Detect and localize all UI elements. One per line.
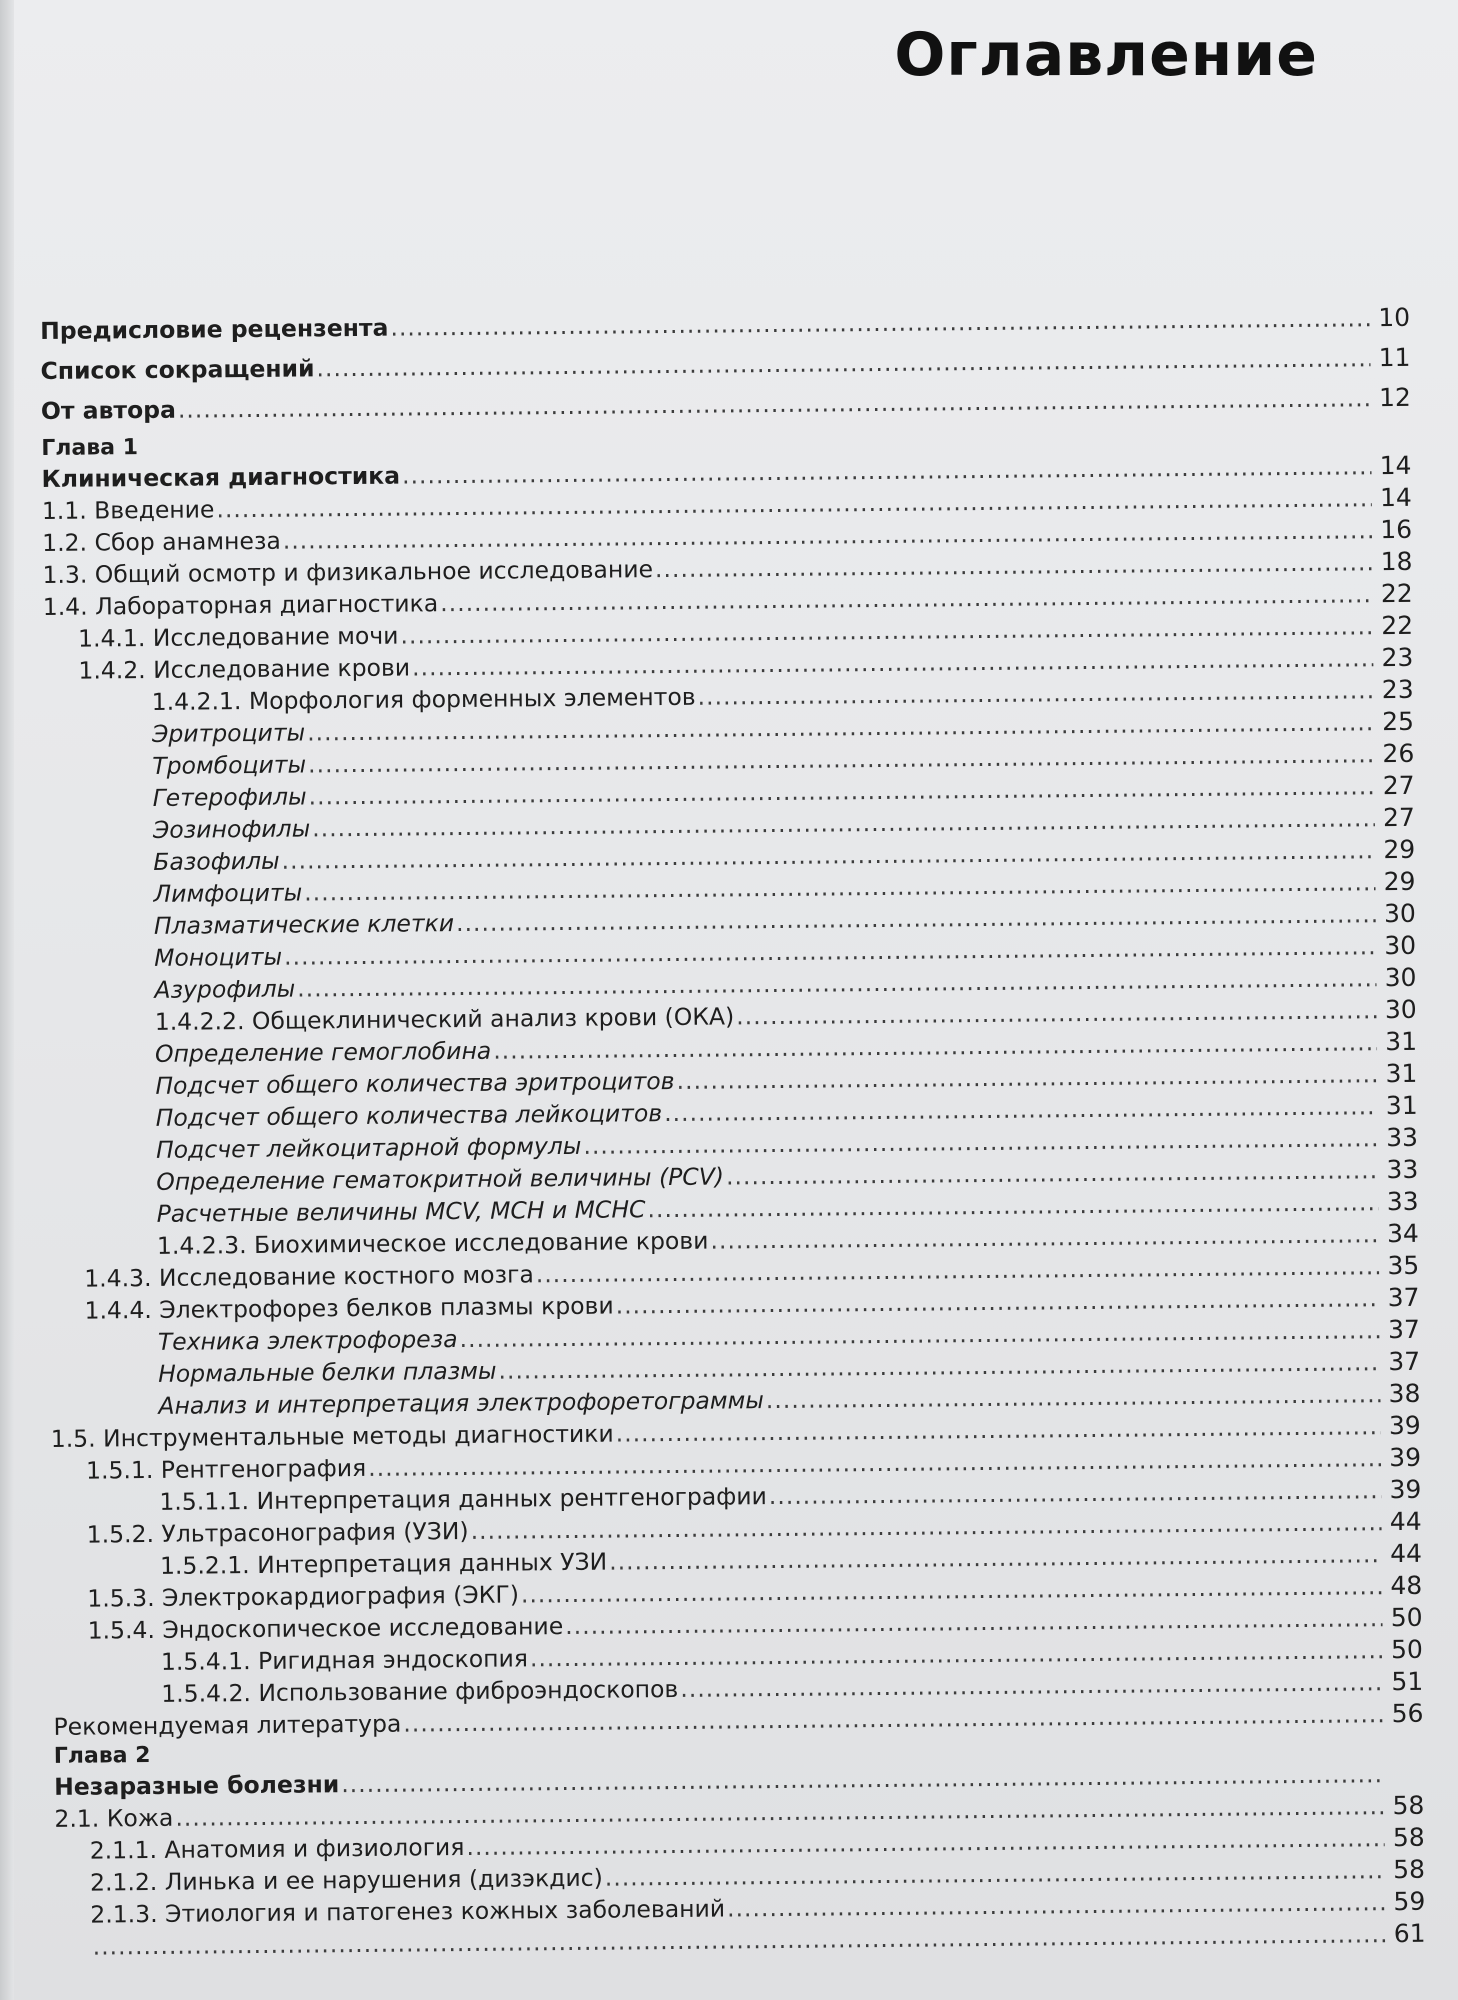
toc-entry-label: Определение гемоглобина xyxy=(154,1036,492,1068)
toc-entry-label: 1.5.2.1. Интерпретация данных УЗИ xyxy=(159,1547,608,1580)
toc-entry-label: Список сокращений xyxy=(40,354,315,385)
toc-entry-label: Клиническая диагностика xyxy=(41,461,401,493)
toc-entry-label: Рекомендуемая литература xyxy=(53,1709,402,1741)
toc-entry-label: От автора xyxy=(40,395,177,425)
toc-entry-label: Подсчет общего количества лейкоцитов xyxy=(155,1099,663,1132)
toc-entry-label: Подсчет лейкоцитарной формулы xyxy=(155,1131,582,1164)
toc-entry-page: 29 xyxy=(1383,866,1416,897)
toc-entry-page: 31 xyxy=(1385,1090,1418,1121)
toc-entry-page: 27 xyxy=(1382,770,1415,801)
toc-entry-page: 39 xyxy=(1389,1474,1422,1505)
toc-entry-label: 2.1.1. Анатомия и физиология xyxy=(89,1832,465,1865)
toc-entry-label: 1.5.3. Электрокардиография (ЭКГ) xyxy=(87,1580,520,1613)
toc-entry-label: 1.3. Общий осмотр и физикальное исследование xyxy=(42,555,654,589)
toc-entry-page: 23 xyxy=(1381,642,1414,673)
chapter-heading: Глава 1 xyxy=(41,435,139,461)
toc-entry-label: 1.4.1. Исследование мочи xyxy=(77,621,399,653)
toc-entry-page: 34 xyxy=(1386,1218,1420,1249)
toc-entry-page: 30 xyxy=(1384,930,1417,961)
toc-entry-label: 1.4.2.2. Общеклинический анализ крови (ОКА) xyxy=(154,1002,735,1036)
toc-entry-page: 58 xyxy=(1392,1822,1425,1853)
toc-entry-page: 30 xyxy=(1384,994,1417,1025)
toc-entry-label: Анализ и интерпретация электрофоретограммы xyxy=(158,1386,764,1420)
toc-entry-page: 58 xyxy=(1392,1790,1425,1821)
toc-entry-page: 44 xyxy=(1389,1506,1422,1537)
toc-entry-label: Незаразные болезни xyxy=(53,1770,340,1801)
toc-entry-page: 33 xyxy=(1386,1122,1419,1153)
toc-entry-label: 2.1.3. Этиология и патогенез кожных заболеваний xyxy=(90,1894,726,1929)
toc-entry-page: 35 xyxy=(1387,1250,1420,1281)
toc-entry-page: 56 xyxy=(1391,1698,1424,1729)
toc-entry-page: 14 xyxy=(1379,482,1412,513)
toc-entry-page: 37 xyxy=(1387,1314,1420,1345)
toc-entry-page: 31 xyxy=(1385,1058,1418,1089)
toc-entry-label: Азурофилы xyxy=(154,974,296,1004)
toc-entry-page: 39 xyxy=(1389,1442,1422,1473)
toc-entry-page: 11 xyxy=(1378,342,1411,373)
toc-entry-label: 2.1. Кожа xyxy=(54,1803,174,1833)
toc-entry-page: 59 xyxy=(1393,1886,1426,1917)
toc-entry-label: 1.5. Инструментальные методы диагностики xyxy=(50,1419,614,1453)
toc-entry-page: 27 xyxy=(1382,802,1416,833)
toc-entry-page: 38 xyxy=(1388,1378,1421,1409)
toc-entry-page: 16 xyxy=(1380,514,1413,545)
toc-entry-page: 50 xyxy=(1390,1634,1424,1665)
toc-entry-label: Эозинофилы xyxy=(152,814,311,844)
toc-entry-label: Предисловие рецензента xyxy=(40,313,389,345)
toc-entry-label: Гетерофилы xyxy=(152,782,307,812)
toc-entry-label: Тромбоциты xyxy=(152,750,307,780)
toc-entry-page: 51 xyxy=(1391,1666,1424,1697)
toc-entry-page: 39 xyxy=(1388,1410,1421,1441)
toc-entry-page: 58 xyxy=(1393,1854,1426,1885)
toc-entry-label: Техника электрофореза xyxy=(157,1325,458,1356)
toc-entry-page: 37 xyxy=(1387,1282,1420,1313)
toc-entry-label: 1.4.2.3. Биохимическое исследование крови xyxy=(156,1226,709,1260)
toc-entry-page: 50 xyxy=(1390,1602,1423,1633)
toc-entry-page: 31 xyxy=(1385,1026,1418,1057)
toc-entry-label: 1.5.4.2. Использование фиброэндоскопов xyxy=(161,1674,679,1708)
toc-entry-label: 1.5.4. Эндоскопическое исследование xyxy=(87,1612,564,1645)
toc-entry-label: Плазматические клетки xyxy=(153,909,455,940)
toc-entry-label: 1.5.1. Рентгенография xyxy=(85,1453,367,1485)
toc-entry-page: 10 xyxy=(1378,302,1411,333)
toc-entry-label: 2.1.2. Линька и ее нарушения (дизэкдис) xyxy=(89,1863,603,1897)
toc-entry-label: 1.4.2.1. Морфология форменных элементов xyxy=(151,682,696,716)
page-title: Оглавление xyxy=(894,20,1318,90)
toc-entry-page: 30 xyxy=(1383,898,1416,929)
toc-entry-page: 44 xyxy=(1390,1538,1423,1569)
toc-entry-page: 48 xyxy=(1390,1570,1423,1601)
toc-entry-page: 61 xyxy=(1393,1918,1426,1949)
toc-entry-page: 22 xyxy=(1380,578,1413,609)
toc-entry-label: 1.4.4. Электрофорез белков плазмы крови xyxy=(84,1291,614,1325)
toc-entry-page: 25 xyxy=(1382,706,1415,737)
toc-entry-label: 1.5.4.1. Ригидная эндоскопия xyxy=(160,1644,529,1676)
toc-entry-label: 1.5.2. Ультрасонография (УЗИ) xyxy=(86,1516,469,1549)
toc-entry-page: 14 xyxy=(1379,450,1412,481)
toc-entry-label: Лимфоциты xyxy=(153,878,303,908)
page-gutter-shadow xyxy=(0,0,14,2000)
toc-entry-page: 29 xyxy=(1383,834,1416,865)
chapter-heading: Глава 2 xyxy=(53,1743,151,1769)
toc-entry-page: 30 xyxy=(1384,962,1417,993)
toc-entry-label: Нормальные белки плазмы xyxy=(158,1356,497,1388)
toc-entry-page: 33 xyxy=(1386,1154,1419,1185)
toc-entry-page: 18 xyxy=(1380,546,1413,577)
toc-entry-label: 1.1. Введение xyxy=(41,495,215,525)
toc-entry-page: 26 xyxy=(1382,738,1415,769)
toc-entry-label: 1.2. Сбор анамнеза xyxy=(42,526,281,557)
toc-entry-label: Моноциты xyxy=(154,942,283,972)
toc-entry-label: 1.4. Лабораторная диагностика xyxy=(42,589,439,621)
toc-entry-label: Подсчет общего количества эритроцитов xyxy=(155,1066,675,1100)
toc-entry-page: 22 xyxy=(1381,610,1414,641)
toc-entry-page: 33 xyxy=(1386,1186,1419,1217)
toc-entry-label: 1.4.3. Исследование костного мозга xyxy=(84,1260,534,1293)
toc-entry-page: 37 xyxy=(1388,1346,1421,1377)
table-of-contents xyxy=(40,302,1426,1963)
toc-entry-label: 1.4.2. Исследование крови xyxy=(78,653,411,685)
toc-entry-label: 1.5.1.1. Интерпретация данных рентгенографии xyxy=(159,1482,767,1516)
toc-entry-label: Эритроциты xyxy=(151,718,306,748)
toc-entry-page: 12 xyxy=(1378,382,1411,413)
toc-entry-label: Определение гематокритной величины (PCV) xyxy=(156,1162,725,1196)
toc-entry-label: Расчетные величины MCV, MCH и MCHC xyxy=(156,1195,646,1228)
toc-entry-page: 23 xyxy=(1381,674,1414,705)
toc-entry-label: Базофилы xyxy=(153,846,280,876)
